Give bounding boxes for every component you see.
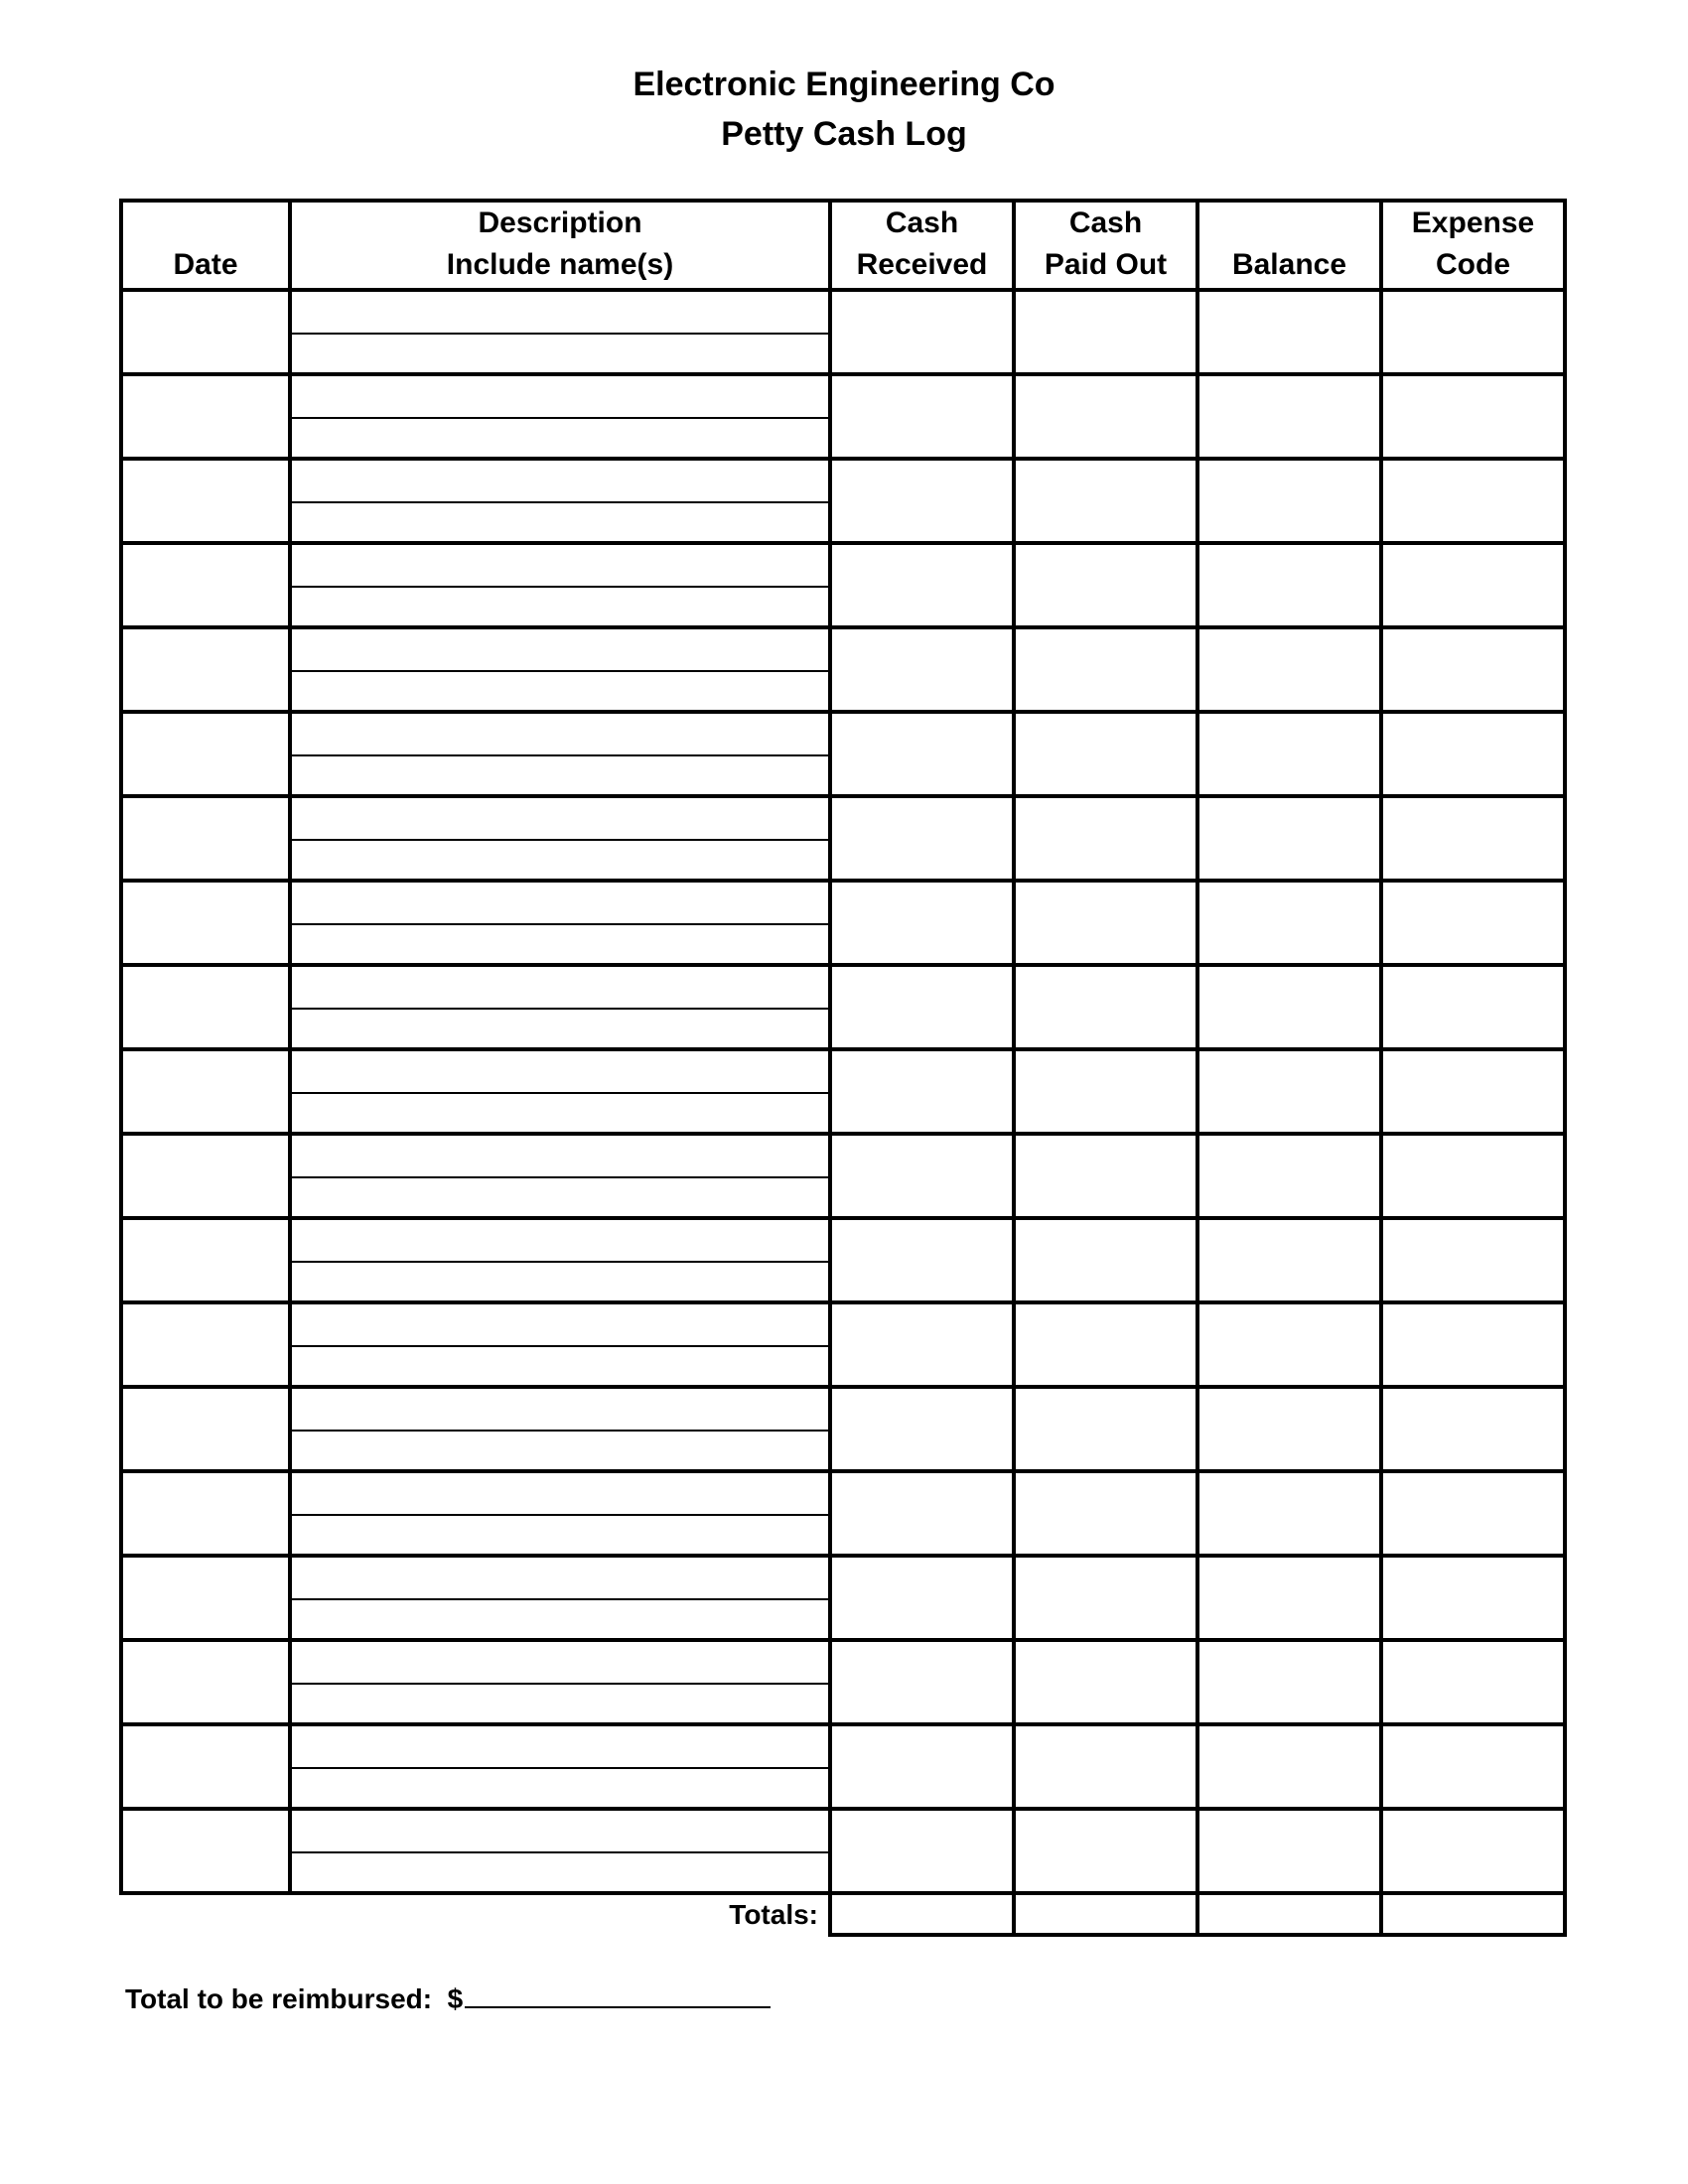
cash-paid-out-field[interactable] [1014, 796, 1197, 881]
balance-field[interactable] [1197, 1471, 1381, 1556]
cash-paid-out-field[interactable] [1014, 543, 1197, 627]
table-row [121, 374, 1565, 459]
description-divider-line [292, 1598, 828, 1600]
cash-received-field[interactable] [830, 1809, 1014, 1893]
currency-symbol: $ [447, 1983, 464, 2014]
column-header-cash-paid-out: Cash Paid Out [1014, 201, 1197, 290]
balance-field[interactable] [1197, 543, 1381, 627]
expense-code-field[interactable] [1381, 1218, 1565, 1302]
table-row [121, 712, 1565, 796]
description-field[interactable] [290, 1302, 830, 1387]
date-field[interactable] [121, 712, 290, 796]
totals-spacer [121, 1893, 290, 1935]
description-divider-line [292, 1008, 828, 1010]
description-divider-line [292, 501, 828, 503]
table-row [121, 290, 1565, 374]
table-row [121, 1556, 1565, 1640]
description-field[interactable] [290, 1218, 830, 1302]
expense-code-field[interactable] [1381, 1049, 1565, 1134]
description-divider-line [292, 1514, 828, 1516]
cash-paid-out-field[interactable] [1014, 1724, 1197, 1809]
description-field[interactable] [290, 1387, 830, 1471]
cash-received-field[interactable] [830, 1302, 1014, 1387]
cash-received-field[interactable] [830, 796, 1014, 881]
date-field[interactable] [121, 881, 290, 965]
balance-field[interactable] [1197, 881, 1381, 965]
balance-field[interactable] [1197, 1049, 1381, 1134]
description-field[interactable] [290, 459, 830, 543]
date-field[interactable] [121, 796, 290, 881]
total-cash-received-field[interactable] [830, 1893, 1014, 1935]
date-field[interactable] [121, 1640, 290, 1724]
company-name: Electronic Engineering Co [633, 66, 1055, 103]
description-field[interactable] [290, 1134, 830, 1218]
cash-received-field[interactable] [830, 459, 1014, 543]
cash-paid-out-field[interactable] [1014, 1471, 1197, 1556]
expense-code-field[interactable] [1381, 1471, 1565, 1556]
expense-code-field[interactable] [1381, 543, 1565, 627]
description-divider-line [292, 1261, 828, 1263]
expense-code-field[interactable] [1381, 459, 1565, 543]
table-row [121, 1724, 1565, 1809]
date-field[interactable] [121, 1134, 290, 1218]
description-divider-line [292, 1176, 828, 1178]
description-field[interactable] [290, 712, 830, 796]
cash-paid-out-field[interactable] [1014, 1387, 1197, 1471]
total-expense-code-field[interactable] [1381, 1893, 1565, 1935]
cash-received-field[interactable] [830, 1049, 1014, 1134]
date-field[interactable] [121, 1218, 290, 1302]
cash-received-field[interactable] [830, 881, 1014, 965]
balance-field[interactable] [1197, 459, 1381, 543]
description-field[interactable] [290, 543, 830, 627]
cash-received-field[interactable] [830, 627, 1014, 712]
description-field[interactable] [290, 1809, 830, 1893]
description-field[interactable] [290, 881, 830, 965]
cash-paid-out-field[interactable] [1014, 712, 1197, 796]
balance-field[interactable] [1197, 1218, 1381, 1302]
table-row [121, 1302, 1565, 1387]
cash-paid-out-field[interactable] [1014, 290, 1197, 374]
expense-code-field[interactable] [1381, 1640, 1565, 1724]
reimburse-amount-field[interactable] [465, 1980, 771, 2008]
description-field[interactable] [290, 1471, 830, 1556]
description-field[interactable] [290, 1724, 830, 1809]
table-row [121, 1134, 1565, 1218]
description-divider-line [292, 754, 828, 756]
date-field[interactable] [121, 374, 290, 459]
description-divider-line [292, 1092, 828, 1094]
cash-received-field[interactable] [830, 290, 1014, 374]
balance-field[interactable] [1197, 1724, 1381, 1809]
table-row [121, 796, 1565, 881]
column-header-expense-code: Expense Code [1381, 201, 1565, 290]
cash-received-field[interactable] [830, 543, 1014, 627]
description-field[interactable] [290, 796, 830, 881]
expense-code-field[interactable] [1381, 881, 1565, 965]
description-field[interactable] [290, 1640, 830, 1724]
balance-field[interactable] [1197, 712, 1381, 796]
cash-paid-out-field[interactable] [1014, 1640, 1197, 1724]
cash-paid-out-field[interactable] [1014, 1134, 1197, 1218]
expense-code-field[interactable] [1381, 1302, 1565, 1387]
date-field[interactable] [121, 459, 290, 543]
cash-paid-out-field[interactable] [1014, 627, 1197, 712]
date-field[interactable] [121, 1724, 290, 1809]
expense-code-field[interactable] [1381, 1809, 1565, 1893]
cash-received-field[interactable] [830, 1134, 1014, 1218]
table-row [121, 543, 1565, 627]
expense-code-field[interactable] [1381, 1556, 1565, 1640]
cash-received-field[interactable] [830, 712, 1014, 796]
balance-field[interactable] [1197, 374, 1381, 459]
cash-paid-out-field[interactable] [1014, 1809, 1197, 1893]
expense-code-field[interactable] [1381, 1134, 1565, 1218]
cash-received-field[interactable] [830, 965, 1014, 1049]
column-header-date: Date [121, 201, 290, 290]
balance-field[interactable] [1197, 1809, 1381, 1893]
description-divider-line [292, 670, 828, 672]
balance-field[interactable] [1197, 1134, 1381, 1218]
cash-paid-out-field[interactable] [1014, 965, 1197, 1049]
cash-paid-out-field[interactable] [1014, 1556, 1197, 1640]
cash-paid-out-field[interactable] [1014, 1049, 1197, 1134]
totals-label: Totals: [290, 1893, 830, 1935]
cash-paid-out-field[interactable] [1014, 1302, 1197, 1387]
date-field[interactable] [121, 1302, 290, 1387]
cash-received-field[interactable] [830, 1471, 1014, 1556]
cash-paid-out-field[interactable] [1014, 459, 1197, 543]
description-field[interactable] [290, 374, 830, 459]
date-field[interactable] [121, 290, 290, 374]
balance-field[interactable] [1197, 290, 1381, 374]
description-field[interactable] [290, 965, 830, 1049]
date-field[interactable] [121, 543, 290, 627]
description-divider-line [292, 586, 828, 588]
column-header-balance: Balance [1197, 201, 1381, 290]
expense-code-field[interactable] [1381, 1387, 1565, 1471]
table-row [121, 1049, 1565, 1134]
cash-received-field[interactable] [830, 1556, 1014, 1640]
description-divider-line [292, 417, 828, 419]
balance-field[interactable] [1197, 1556, 1381, 1640]
cash-received-field[interactable] [830, 1724, 1014, 1809]
table-row [121, 965, 1565, 1049]
total-balance-field[interactable] [1197, 1893, 1381, 1935]
cash-paid-out-field[interactable] [1014, 881, 1197, 965]
date-field[interactable] [121, 965, 290, 1049]
expense-code-field[interactable] [1381, 627, 1565, 712]
expense-code-field[interactable] [1381, 1724, 1565, 1809]
description-divider-line [292, 1430, 828, 1432]
description-divider-line [292, 923, 828, 925]
balance-field[interactable] [1197, 627, 1381, 712]
expense-code-field[interactable] [1381, 965, 1565, 1049]
date-field[interactable] [121, 1556, 290, 1640]
expense-code-field[interactable] [1381, 374, 1565, 459]
description-field[interactable] [290, 290, 830, 374]
expense-code-field[interactable] [1381, 290, 1565, 374]
table-row [121, 627, 1565, 712]
reimbursement-line [125, 1979, 771, 2019]
balance-field[interactable] [1197, 1387, 1381, 1471]
cash-received-field[interactable] [830, 374, 1014, 459]
description-divider-line [292, 333, 828, 335]
reimburse-label: Total to be reimbursed: [125, 1983, 433, 2014]
table-row [121, 1387, 1565, 1471]
description-divider-line [292, 1851, 828, 1853]
description-divider-line [292, 1767, 828, 1769]
expense-code-field[interactable] [1381, 796, 1565, 881]
description-field[interactable] [290, 627, 830, 712]
description-field[interactable] [290, 1049, 830, 1134]
table-row [121, 459, 1565, 543]
column-header-cash-received: Cash Received [830, 201, 1014, 290]
description-divider-line [292, 1683, 828, 1685]
date-field[interactable] [121, 1049, 290, 1134]
date-field[interactable] [121, 1387, 290, 1471]
page-title: Petty Cash Log [721, 115, 967, 153]
balance-field[interactable] [1197, 965, 1381, 1049]
cash-paid-out-field[interactable] [1014, 1218, 1197, 1302]
total-cash-paid-out-field[interactable] [1014, 1893, 1197, 1935]
date-field[interactable] [121, 1809, 290, 1893]
table-header-row [121, 201, 1565, 290]
table-row [121, 1640, 1565, 1724]
column-header-description: Description Include name(s) [290, 201, 830, 290]
description-field[interactable] [290, 1556, 830, 1640]
table-row [121, 1809, 1565, 1893]
table-row [121, 881, 1565, 965]
balance-field[interactable] [1197, 1640, 1381, 1724]
balance-field[interactable] [1197, 1302, 1381, 1387]
date-field[interactable] [121, 627, 290, 712]
table-row [121, 1471, 1565, 1556]
description-divider-line [292, 1345, 828, 1347]
description-divider-line [292, 839, 828, 841]
cash-received-field[interactable] [830, 1218, 1014, 1302]
expense-code-field[interactable] [1381, 712, 1565, 796]
cash-received-field[interactable] [830, 1640, 1014, 1724]
totals-row [121, 1893, 1565, 1935]
table-row [121, 1218, 1565, 1302]
date-field[interactable] [121, 1471, 290, 1556]
cash-received-field[interactable] [830, 1387, 1014, 1471]
cash-paid-out-field[interactable] [1014, 374, 1197, 459]
balance-field[interactable] [1197, 796, 1381, 881]
petty-cash-table [119, 199, 1567, 1937]
